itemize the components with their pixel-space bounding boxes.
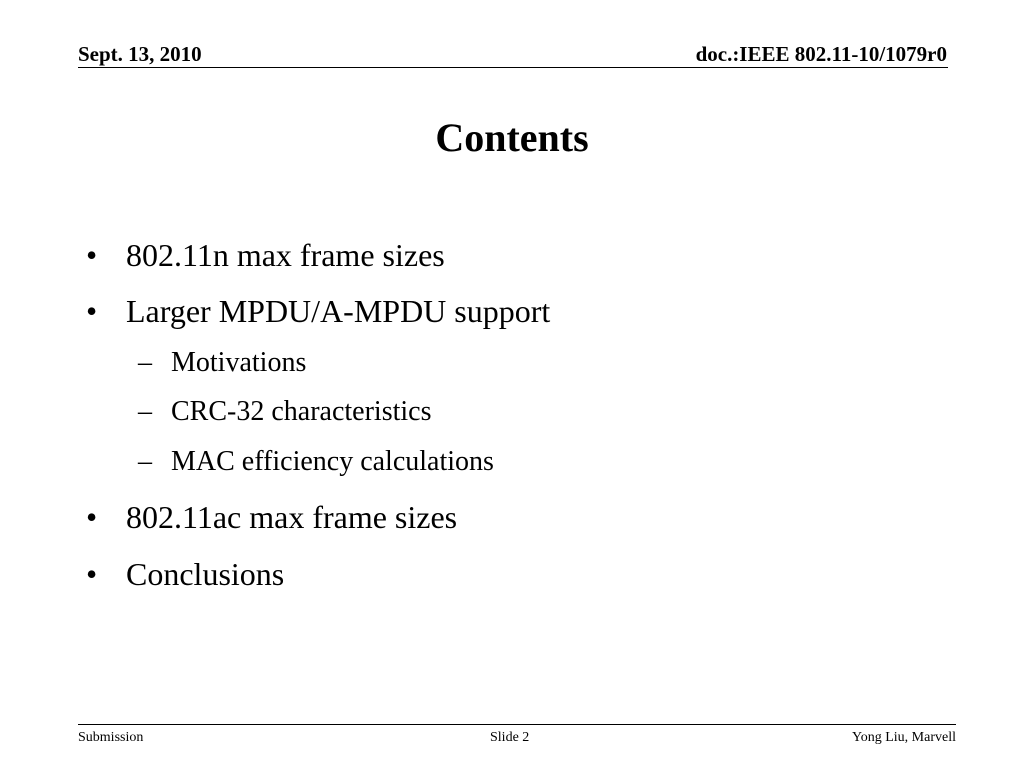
dash-marker: – <box>138 347 152 378</box>
slide-title: Contents <box>435 115 589 160</box>
footer-submission: Submission <box>78 730 144 745</box>
list-item-text: 802.11n max frame sizes <box>126 237 445 273</box>
dash-marker: – <box>138 396 152 427</box>
sub-list-item <box>138 346 306 380</box>
footer-author: Yong Liu, Marvell <box>852 730 956 745</box>
sub-list-item <box>138 445 494 479</box>
sub-list-item-text: CRC-32 characteristics <box>171 396 432 427</box>
header-date: Sept. 13, 2010 <box>78 42 202 66</box>
sub-list-item <box>138 395 431 429</box>
bullet-marker: • <box>86 237 98 273</box>
header-doc-id: doc.:IEEE 802.11-10/1079r0 <box>695 42 947 66</box>
list-item-text: Larger MPDU/A-MPDU support <box>126 293 551 329</box>
list-item <box>86 498 457 536</box>
footer-divider <box>78 724 956 725</box>
list-item <box>86 292 550 330</box>
bullet-marker: • <box>86 293 98 329</box>
list-item <box>86 555 284 593</box>
footer-slide-number: Slide 2 <box>490 730 530 745</box>
bullet-marker: • <box>86 556 98 592</box>
sub-list-item-text: Motivations <box>171 347 307 378</box>
bullet-marker: • <box>86 499 98 535</box>
list-item-text: Conclusions <box>126 556 285 592</box>
sub-list-item-text: MAC efficiency calculations <box>171 446 494 477</box>
list-item-text: 802.11ac max frame sizes <box>126 499 458 535</box>
list-item <box>86 236 445 274</box>
dash-marker: – <box>138 446 152 477</box>
